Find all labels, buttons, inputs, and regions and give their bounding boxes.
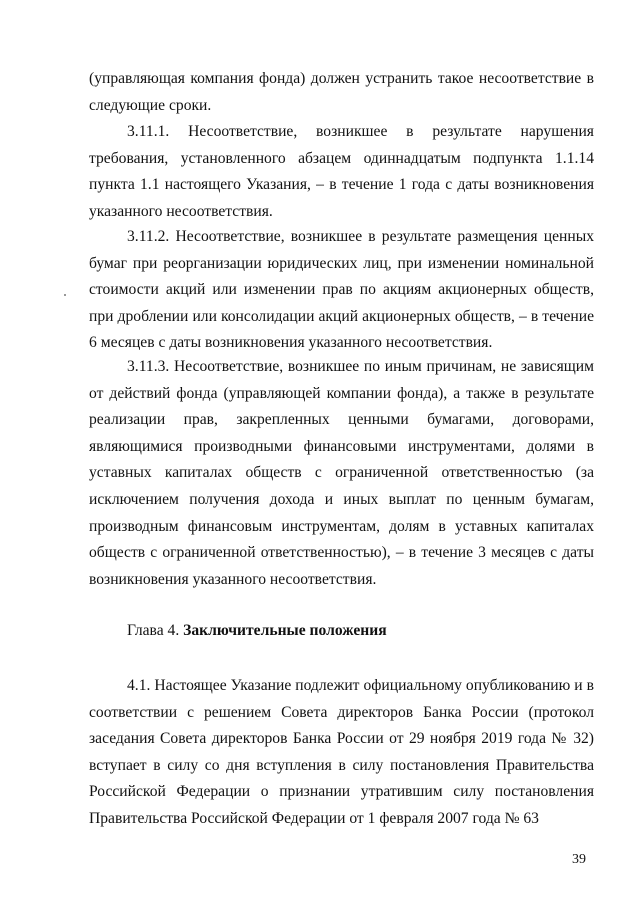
paragraph-3-11-3: 3.11.3. Несоответствие, возникшее по иным причинам, не зависящим от действий фонда (управляющей компании фонда), а также в результате реализации прав, закрепленных ценными бумагами, договорами, являющимися производными финансовыми инструментами, долями в уставных капиталах обществ с ограниченной ответственностью (за исключением получения дохода и иных выплат по ценным бумагам, производным финансовым инструментам, долям в уставных капиталах обществ с ограниченной ответственностью), – в течение 3 месяцев с даты возникновения указанного несоответствия. xyxy=(89,358,594,588)
chapter-heading xyxy=(127,620,387,642)
intro-paragraph: (управляющая компания фонда) должен устранить такое несоответствие в следующие сроки. xyxy=(89,70,594,114)
paragraph-3-11-1: 3.11.1. Несоответствие, возникшее в результате нарушения требования, установленного абзацем одиннадцатым подпункта 1.1.14 пункта 1.1 настоящего Указания, – в течение 1 года с даты возникновения указанного несоответствия. xyxy=(89,123,594,220)
paragraph-3-11-2: 3.11.2. Несоответствие, возникшее в результате размещения ценных бумаг при реорганизации юридических лиц, при изменении номинальной стоимости акций или изменении прав по акциям акционерных обществ, при дроблении или консолидации акций акционерных обществ, – в течение 6 месяцев с даты возникновения указанного несоответствия. xyxy=(89,228,594,352)
chapter-prefix: Глава 4. xyxy=(127,622,184,639)
scan-speck xyxy=(64,294,66,296)
paragraph-4-1: 4.1. Настоящее Указание подлежит официальному опубликованию и в соответствии с решением Совета директоров Банка России (протокол заседания Совета директоров Банка России от 29 ноября 2019 года № 32) вступает в силу со дня вступления в силу постановления Правительства Российской Федерации о признании утратившим силу постановления Правительства Российской Федерации от 1 февраля 2007 года № 63 xyxy=(89,677,594,827)
page-number: 39 xyxy=(572,852,586,867)
chapter-title: Заключительные положения xyxy=(183,622,387,639)
